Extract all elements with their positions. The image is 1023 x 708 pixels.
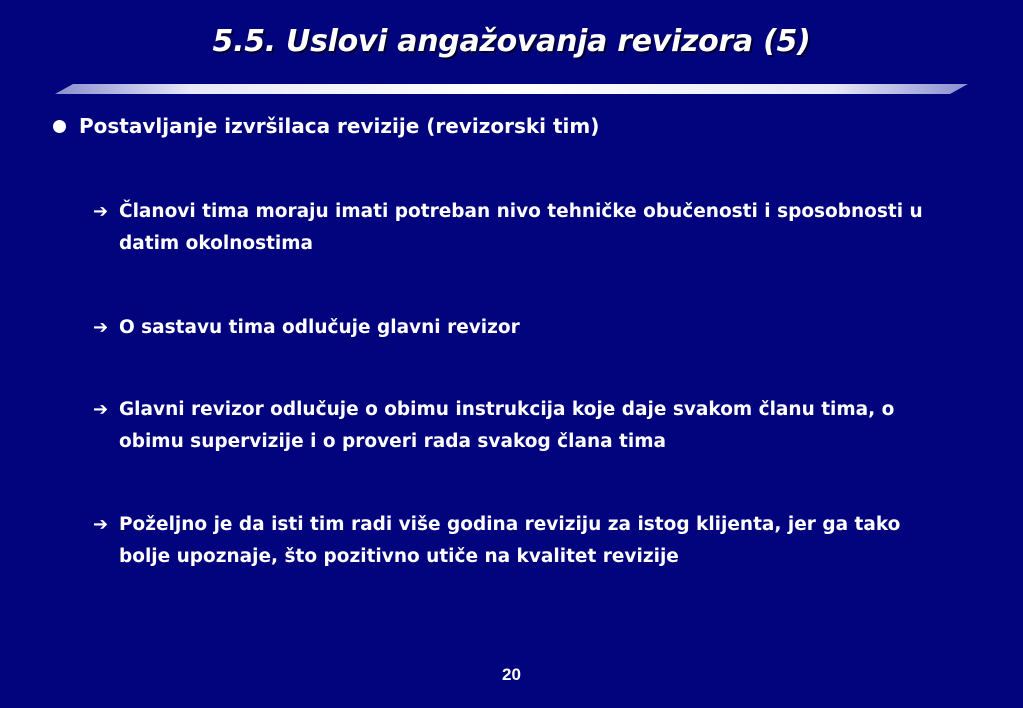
list-item-text: Članovi tima moraju imati potreban nivo tehničke obučenosti i sposobnosti u datim okolnostima xyxy=(119,201,923,254)
list-item xyxy=(93,312,923,344)
list-item-text: Glavni revizor odlučuje o obimu instrukcija koje daje svakom članu tima, o obimu supervizije i o proveri rada svakog člana tima xyxy=(119,399,895,452)
main-bullet-text: Postavljanje izvršilaca revizije (revizorski tim) xyxy=(79,114,600,138)
arrow-right-icon: ➔ xyxy=(93,201,109,222)
list-item xyxy=(93,394,923,458)
arrow-right-icon: ➔ xyxy=(93,317,109,338)
page-number: 20 xyxy=(502,665,521,684)
list-item xyxy=(93,509,923,573)
arrow-right-icon: ➔ xyxy=(93,399,109,420)
main-bullet xyxy=(53,114,599,138)
slide-title: 5.5. Uslovi angažovanja revizora (5) xyxy=(212,24,811,59)
filled-circle-bullet-icon xyxy=(53,120,66,133)
list-item-text: O sastavu tima odlučuje glavni revizor xyxy=(119,317,520,338)
arrow-right-icon: ➔ xyxy=(93,514,109,535)
title-divider xyxy=(55,84,968,94)
list-item xyxy=(93,196,923,260)
list-item-text: Poželjno je da isti tim radi više godina reviziju za istog klijenta, jer ga tako bolje upoznaje, što pozitivno utiče na kvalitet revizije xyxy=(119,514,901,567)
